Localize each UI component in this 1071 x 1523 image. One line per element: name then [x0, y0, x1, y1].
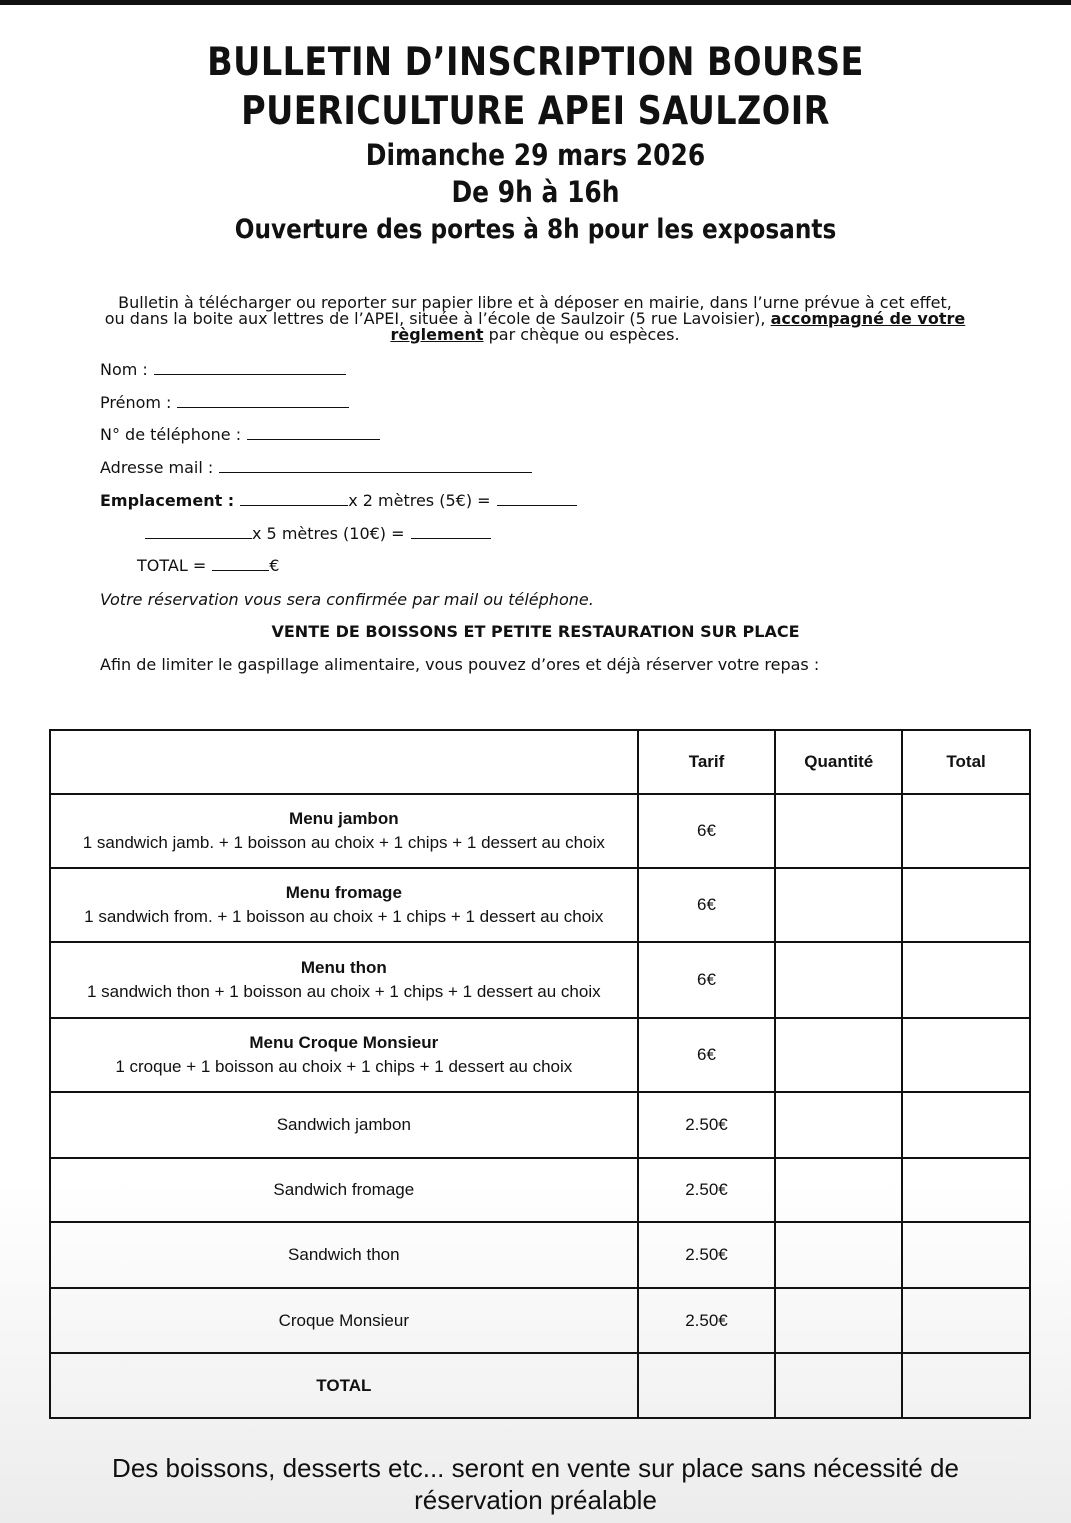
total-cell[interactable]: [902, 1158, 1030, 1222]
footer-line-2: réservation préalable: [414, 1485, 657, 1515]
total-price-cell[interactable]: [638, 1353, 776, 1418]
title-line-2: PUERICULTURE APEI SAULZOIR: [241, 89, 830, 134]
price-cell: 6€: [638, 868, 776, 942]
prenom-field[interactable]: [100, 393, 349, 412]
repas-note: Afin de limiter le gaspillage alimentaire, vous pouvez d’ores et déjà réserver votre repas :: [100, 655, 820, 674]
header-quantite: Quantité: [775, 730, 902, 794]
mail-label: Adresse mail :: [100, 458, 214, 477]
price-cell: 2.50€: [638, 1222, 776, 1288]
euro-sign: €: [269, 556, 280, 575]
table-row: [50, 1018, 1030, 1092]
grand-total-cell[interactable]: [902, 1353, 1030, 1418]
emplacement-2m-label: x 2 mètres (5€) =: [348, 491, 491, 510]
price-cell: 2.50€: [638, 1092, 776, 1158]
nom-label: Nom :: [100, 360, 148, 379]
quantity-cell[interactable]: [775, 1222, 902, 1288]
quantity-cell[interactable]: [775, 942, 902, 1018]
table-row: [50, 1288, 1030, 1353]
emplacement-2m-qty-blank[interactable]: [240, 491, 348, 506]
meal-order-table: [49, 729, 1031, 1419]
table-row: [50, 1222, 1030, 1288]
emplacement-row: [100, 491, 577, 510]
total-cell[interactable]: [902, 1092, 1030, 1158]
emplacement-5m-qty-blank[interactable]: [145, 524, 252, 539]
title-line-1: BULLETIN D’INSCRIPTION BOURSE: [207, 40, 864, 85]
table-row: [50, 794, 1030, 868]
item-desc: 1 sandwich jamb. + 1 boisson au choix + 1 chips + 1 dessert au choix: [82, 833, 605, 852]
price-cell: 2.50€: [638, 1158, 776, 1222]
nom-blank[interactable]: [154, 360, 346, 375]
intro-emphasis-1: accompagné de votre: [770, 309, 966, 328]
quantity-cell[interactable]: [775, 1158, 902, 1222]
footer-note: [0, 1452, 1071, 1516]
opening-note: Ouverture des portes à 8h pour les exposants: [234, 214, 837, 245]
table-row: [50, 1092, 1030, 1158]
total-label: TOTAL =: [137, 556, 207, 575]
quantity-cell[interactable]: [775, 1092, 902, 1158]
intro-emphasis-2: règlement: [390, 325, 484, 344]
price-cell: 6€: [638, 942, 776, 1018]
header-item: [50, 730, 638, 794]
nom-field[interactable]: [100, 360, 346, 379]
total-cell[interactable]: [902, 942, 1030, 1018]
total-cell[interactable]: [902, 1288, 1030, 1353]
table-header-row: [50, 730, 1030, 794]
intro-line-3-text: par chèque ou espèces.: [483, 325, 680, 344]
total-blank[interactable]: [212, 556, 269, 571]
table-row: [50, 868, 1030, 942]
header-tarif: Tarif: [638, 730, 776, 794]
total-row: [137, 556, 279, 575]
intro-line-1: Bulletin à télécharger ou reporter sur papier libre et à déposer en mairie, dans l’urne prévue à cet effet,: [118, 293, 952, 312]
total-cell[interactable]: [902, 868, 1030, 942]
item-desc: 1 sandwich from. + 1 boisson au choix + 1 chips + 1 dessert au choix: [84, 907, 604, 926]
telephone-blank[interactable]: [247, 425, 380, 440]
emplacement-5m-total-blank[interactable]: [411, 524, 491, 539]
intro-text: [90, 295, 980, 343]
item-cell: [50, 868, 638, 942]
footer-line-1: Des boissons, desserts etc... seront en vente sur place sans nécessité de: [112, 1453, 959, 1483]
price-cell: 2.50€: [638, 1288, 776, 1353]
emplacement-label: Emplacement :: [100, 491, 235, 510]
item-cell: Croque Monsieur: [50, 1288, 638, 1353]
price-cell: 6€: [638, 1018, 776, 1092]
item-cell: Sandwich thon: [50, 1222, 638, 1288]
item-cell: Sandwich jambon: [50, 1092, 638, 1158]
item-cell: [50, 1018, 638, 1092]
item-title: Menu Croque Monsieur: [249, 1033, 439, 1052]
quantity-cell[interactable]: [775, 794, 902, 868]
table-row: [50, 1158, 1030, 1222]
event-date: Dimanche 29 mars 2026: [365, 138, 706, 172]
item-cell: [50, 942, 638, 1018]
top-border: [0, 0, 1071, 5]
vente-heading: VENTE DE BOISSONS ET PETITE RESTAURATION SUR PLACE: [271, 622, 800, 641]
quantity-cell[interactable]: [775, 1018, 902, 1092]
mail-blank[interactable]: [219, 458, 532, 473]
mail-field[interactable]: [100, 458, 532, 477]
item-title: Menu thon: [300, 958, 387, 977]
prenom-blank[interactable]: [177, 393, 349, 408]
item-title: Menu jambon: [289, 809, 399, 828]
intro-line-3: [90, 327, 980, 343]
telephone-field[interactable]: [100, 425, 380, 444]
confirmation-note: Votre réservation vous sera confirmée par mail ou téléphone.: [100, 590, 594, 609]
total-cell[interactable]: [902, 1222, 1030, 1288]
emplacement-5m-label: x 5 mètres (10€) =: [252, 524, 405, 543]
item-cell: Sandwich fromage: [50, 1158, 638, 1222]
quantity-cell[interactable]: [775, 1288, 902, 1353]
prenom-label: Prénom :: [100, 393, 172, 412]
item-desc: 1 sandwich thon + 1 boisson au choix + 1 chips + 1 dessert au choix: [86, 982, 601, 1001]
item-cell: [50, 794, 638, 868]
table-row: [50, 942, 1030, 1018]
total-quantity-cell[interactable]: [775, 1353, 902, 1418]
item-title: Menu fromage: [285, 883, 402, 902]
quantity-cell[interactable]: [775, 868, 902, 942]
total-cell[interactable]: [902, 794, 1030, 868]
item-desc: 1 croque + 1 boisson au choix + 1 chips + 1 dessert au choix: [115, 1057, 573, 1076]
price-cell: 6€: [638, 794, 776, 868]
event-hours: De 9h à 16h: [451, 175, 620, 209]
table-total-row: [50, 1353, 1030, 1418]
total-cell[interactable]: [902, 1018, 1030, 1092]
telephone-label: N° de téléphone :: [100, 425, 242, 444]
header-total: Total: [902, 730, 1030, 794]
total-row-label: TOTAL: [50, 1353, 638, 1418]
emplacement-5m-row: [145, 524, 491, 543]
emplacement-2m-total-blank[interactable]: [497, 491, 577, 506]
intro-line-2-text: ou dans la boite aux lettres de l’APEI, située à l’école de Saulzoir (5 rue Lavoisier),: [104, 309, 771, 328]
